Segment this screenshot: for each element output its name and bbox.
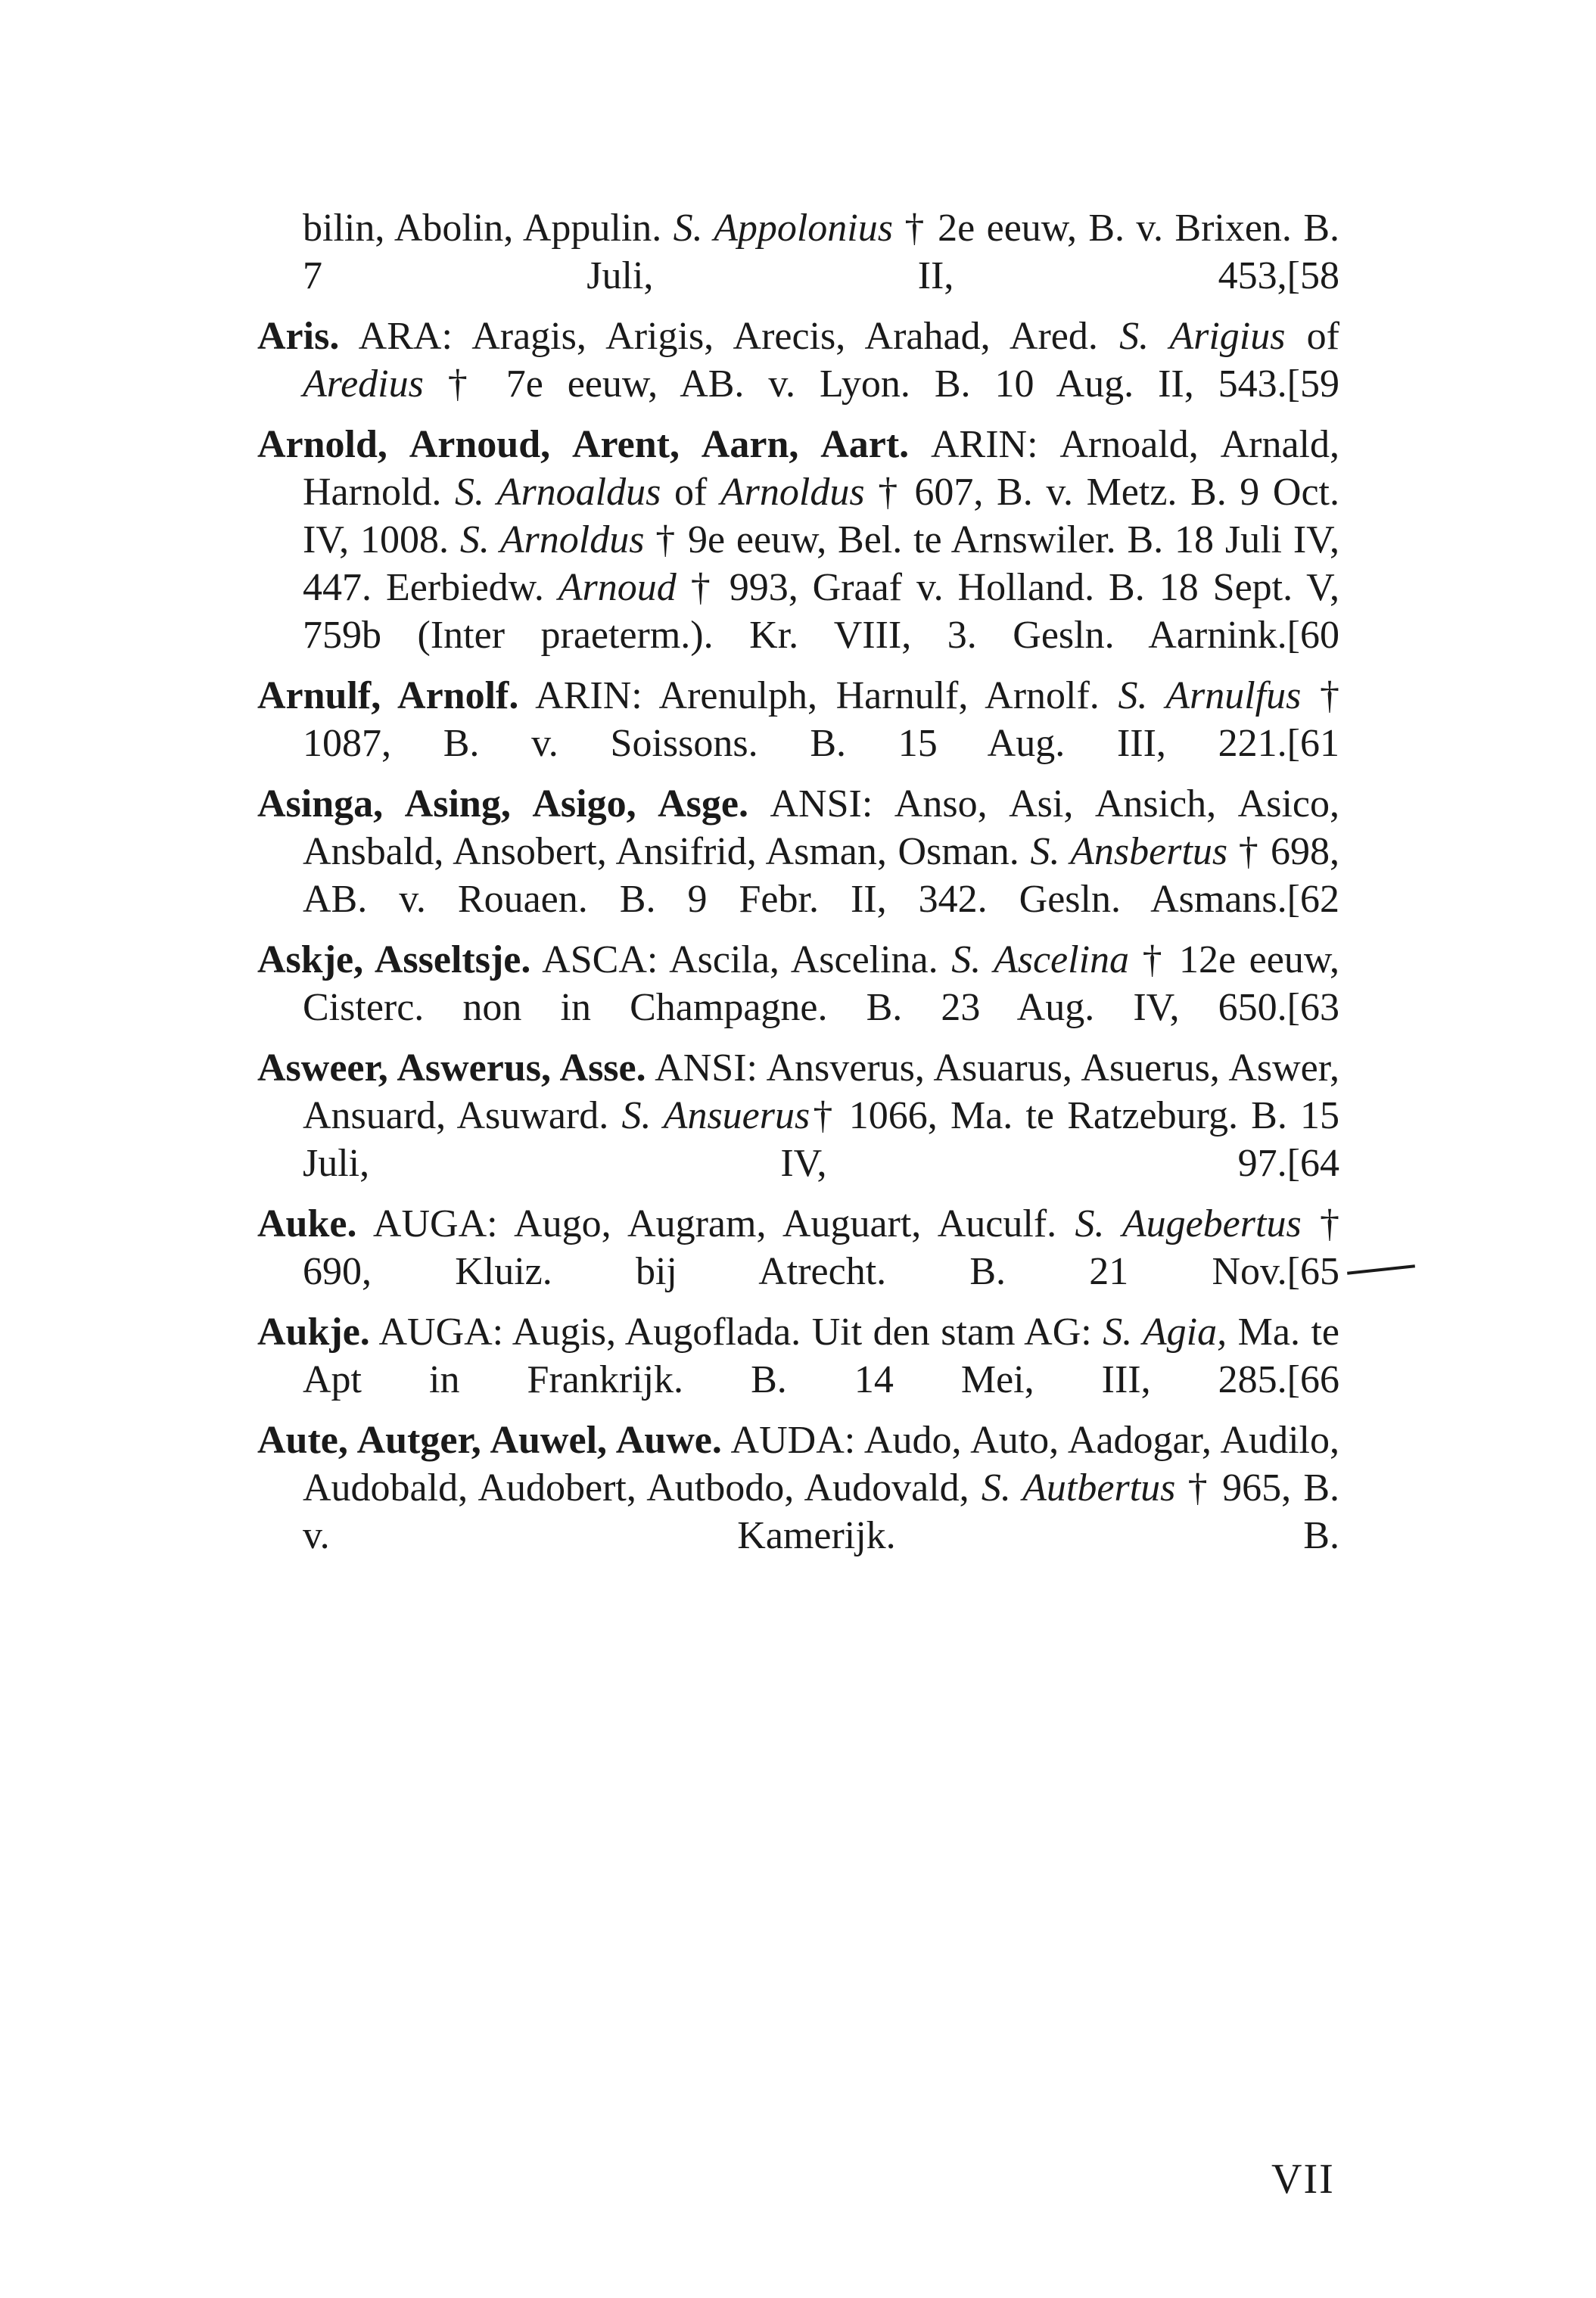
headword: Aris.	[257, 315, 340, 358]
entry-aute: Aute, Autger, Auwel, Auwe. AUDA: Audo, Auto, Aadogar, Audilo, Audobald, Audobert, Autbodo, Audovald, S. Autbertus † 965, B. v. Kamerijk. B.	[257, 1419, 1339, 1557]
headword: Arnulf, Arnolf.	[257, 674, 519, 717]
entry-number: [63	[1286, 986, 1339, 1029]
headword: Arnold, Arnoud, Arent, Aarn, Aart.	[257, 423, 910, 466]
entry-askje: Askje, Asseltsje. ASCA: Ascila, Ascelina. S. Ascelina † 12e eeuw, Cisterc. non in Champagne. B. 23 Aug. IV, 650. [63	[257, 936, 1339, 1031]
entry-number: [65	[1286, 1250, 1339, 1293]
entry-number: [58	[1286, 254, 1339, 297]
entry-asinga: Asinga, Asing, Asigo, Asge. ANSI: Anso, Asi, Ansich, Asico, Ansbald, Ansobert, Ansifrid, Asman, Osman. S. Ansbertus † 698, AB. v. Rouaen. B. 9 Febr. II, 342. Gesln. Asmans. [62	[257, 780, 1339, 923]
entry-aris: Aris. ARA: Aragis, Arigis, Arecis, Arahad, Ared. S. Arigius of Aredius † 7e eeuw, AB. v. Lyon. B. 10 Aug. II, 543. [59	[257, 313, 1339, 408]
entry-number: [66	[1286, 1358, 1339, 1401]
headword: Asweer, Aswerus, Asse.	[257, 1046, 646, 1090]
entry-number: [62	[1286, 878, 1339, 921]
entry-number: [64	[1286, 1142, 1339, 1185]
entry-asweer: Asweer, Aswerus, Asse. ANSI: Ansverus, Asuarus, Asuerus, Aswer, Ansuard, Asuward. S. Ansuerus† 1066, Ma. te Ratzeburg. B. 15 Juli, IV, 97. [64	[257, 1044, 1339, 1187]
headword: Aute, Autger, Auwel, Auwe.	[257, 1419, 722, 1462]
headword: Aukje.	[257, 1311, 370, 1354]
pen-stroke-mark	[1347, 1264, 1415, 1274]
entry-number: [60	[1286, 614, 1339, 657]
entry-continuation: bilin, Abolin, Appulin. S. Appolonius † 2e eeuw, B. v. Brixen. B. 7 Juli, II, 453, [58	[257, 204, 1339, 300]
entry-number: [61	[1286, 722, 1339, 765]
entry-aukje: Aukje. AUGA: Augis, Augoflada. Uit den stam AG: S. Agia, Ma. te Apt in Frankrijk. B. 14 Mei, III, 285. [66	[257, 1308, 1339, 1404]
entry-number: [59	[1286, 362, 1339, 406]
dictionary-text	[257, 204, 1339, 1572]
entry-auke: Auke. AUGA: Augo, Augram, Auguart, Auculf. S. Augebertus † 690, Kluiz. bij Atrecht. B. 21 Nov. [65	[257, 1200, 1339, 1295]
entry-arnulf: Arnulf, Arnolf. ARIN: Arenulph, Harnulf, Arnolf. S. Arnulfus † 1087, B. v. Soissons. B. 15 Aug. III, 221. [61	[257, 672, 1339, 767]
entry-arnold: Arnold, Arnoud, Arent, Aarn, Aart. ARIN: Arnoald, Arnald, Harnold. S. Arnoaldus of Arnoldus † 607, B. v. Metz. B. 9 Oct. IV, 1008. S. Arnoldus † 9e eeuw, Bel. te Arnswiler. B. 18 Juli IV, 447. Eerbiedw. Arnoud † 993, Graaf v. Holland. B. 18 Sept. V, 759b (Inter praeterm.). Kr. VIII, 3. Gesln. Aarnink. [60	[257, 421, 1339, 659]
headword: Auke.	[257, 1202, 357, 1245]
headword: Asinga, Asing, Asigo, Asge.	[257, 782, 748, 826]
headword: Askje, Asseltsje.	[257, 938, 531, 981]
page-number: VII	[1271, 2156, 1335, 2203]
